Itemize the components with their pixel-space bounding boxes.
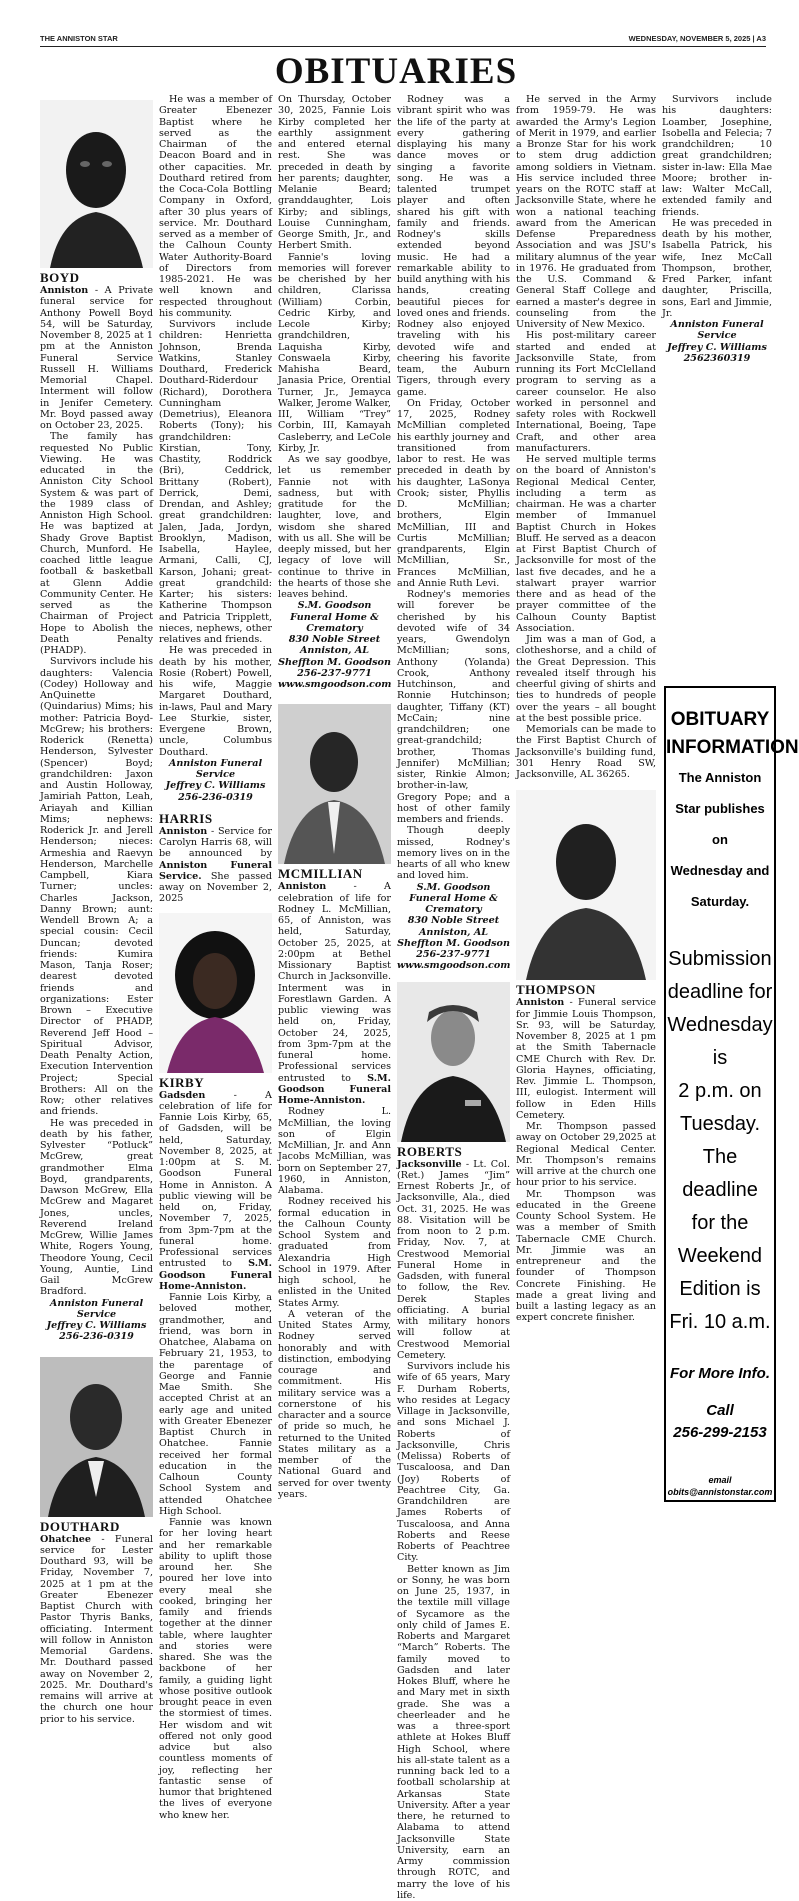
douthard-funeral-home: Anniston Funeral Service [159, 758, 272, 781]
mcmillian-paragraph: Rodney was a vibrant spirit who was the life of the party at every gathering displaying his many dance moves or singing a favorite song. He was a talented trumpet player and often shared his gift with family and friends. Rodney's skills extended beyond music. He had a remarkable ability to build anything with his hands, creating beautiful pieces for loved ones and friends. Rodney also enjoyed traveling with his devoted wife and cheering his favorite team, the Auburn Tigers, through every game. [397, 94, 510, 398]
douthard-paragraph: He was a member of Greater Ebenezer Baptist where he served as the Chairman of the Deacon Board and in other capacities. Mr. Douthard retired from the Coca-Cola Bottling Company in Oxford, after 30 plus years of service. Mr. Douthard served as a member of the Calhoun County Water Authority-Board of Directors from 1985-2021. He was well known and respected throughout his community. [159, 94, 272, 319]
kirby-photo [159, 913, 272, 1073]
mcmillian-director: Sheffton M. Goodson [397, 938, 510, 949]
mcmillian-paragraph: Though deeply missed, Rodney's memory lives on in the hearts of all who knew and loved him. [397, 825, 510, 881]
column-1 [40, 94, 153, 1534]
thompson-paragraph: Mr. Thompson passed away on October 29,2025 at Regional Medical Center. Mr. Thompson's remains will arrive at the church one hour prior to his service. [516, 1121, 656, 1189]
mcmillian-paragraph: A veteran of the United States Army, Rodney served honorably and with distinction, embodying courage and commitment. His military service was a cornerstone of his character and a source of pride so much, he returned to the United States military as a member of the National Guard and served for over twenty years. [278, 1309, 391, 1500]
page-header [40, 34, 766, 46]
roberts-paragraph: Jacksonville - Lt. Col. (Ret.) James “Jim” Ernest Roberts Jr., of Jacksonville, Ala., died Oct. 31, 2025. He was 88. Visitation will be from noon to 2 p.m. Friday, Nov. 7, at Crestwood Memorial Funeral Home in Gadsden, with funeral to follow, the Rev. Derek Staples officiating. A burial with military honors will follow at Crestwood Memorial Cemetery. [397, 1159, 510, 1362]
roberts-photo [397, 982, 510, 1142]
info-heading: OBITUARY INFORMATION [666, 706, 774, 762]
kirby-phone: 256-237-9771 [278, 668, 391, 679]
boyd-paragraph: The family has requested No Public Viewing. He was educated in the Anniston City School System & was part of the 1989 class of Anniston High School. He was baptized at Shady Grove Baptist Church, Munford. He coached little league football & basketball at Glenn Addie Community Center. He served as the Chairman of Project Hope to Abolish the Death Penalty (PHADP). [40, 431, 153, 656]
boyd-paragraph: He was preceded in death by his father, Sylvester “Potluck” McGrew, great grandmother Elma Boyd, grandparents, Dawson McGrew, Ella McGrew and Magaret Jones, uncles, Reverend Ireland McGrew, Willie James White, Rogers Young, Theodore Young, Cecil Young, Auntie, Lind Gail McGrew Bradford. [40, 1118, 153, 1298]
thompson-name: THOMPSON [516, 982, 656, 997]
boyd-director: Jeffrey C. Williams [40, 1320, 153, 1331]
mcmillian-phone: 256-237-9771 [397, 949, 510, 960]
boyd-paragraph: Anniston - A Private funeral service for Anthony Powell Boyd 54, will be Saturday, November 8, 2025 at 1 pm at the Anniston Funeral Service Russell H. Williams Memorial Chapel. Interment will follow in Jenifer Cemetery. Mr. Boyd passed away on October 23, 2025. [40, 285, 153, 431]
thompson-phone: 2562360319 [662, 353, 772, 364]
info-email: email obits@annistonstar.com [666, 1474, 774, 1498]
kirby-paragraph: As we say goodbye, let us remember Fannie not with sadness, but with gratitude for the laughter, love, and wisdom she shared with us all. She will be deeply missed, but her legacy of love will continue to thrive in the hearts of those she leaves behind. [278, 454, 391, 600]
douthard-photo [40, 1357, 153, 1517]
boyd-phone: 256-236-0319 [40, 1331, 153, 1342]
boyd-funeral-home: Anniston Funeral Service [40, 1298, 153, 1321]
kirby-paragraph: Gadsden - A celebration of life for Fannie Lois Kirby, 65, of Gadsden, will be held, Saturday, November 8, 2025, at 1:00pm at S. M. Goodson Funeral Home in Anniston. A public viewing will be held on, Friday, November 7, 2025, from 3pm-7pm at the funeral home. Professional services entrusted to S.M. Goodson Funeral Home-Anniston. [159, 1090, 272, 1293]
column-3 [278, 94, 391, 1534]
mcmillian-website: www.smgoodson.com [397, 960, 510, 971]
info-deadline: Submission deadline for Wednesday is 2 p.m. on Tuesday. The deadline for the Weekend Edition is Fri. 10 a.m. [666, 943, 774, 1339]
douthard-paragraph: He was preceded in death by his mother, Rosie (Robert) Powell, his wife, Maggie Margaret Douthard, in-laws, Paul and Mary Lee Sturkie, sister, Evergene Brown, uncle, Columbus Douthard. [159, 645, 272, 758]
mcmillian-paragraph: Rodney received his formal education in the Calhoun County School System and graduated from Alexandria High School in 1979. After high school, he enlisted in the United States Army. [278, 1196, 391, 1309]
douthard-paragraph: Ohatchee - Funeral service for Lester Douthard 93, will be Friday, November 7, 2025 at 1 pm at the Greater Ebenezer Baptist Church with Pastor Thyris Banks, officiating. Interment will follow in Anniston Memorial Gardens. Mr. Douthard passed away on November 2, 2025. Mr. Douthard's remains will arrive at the church one hour prior to his service. [40, 1534, 153, 1725]
kirby-paragraph: Fannie Lois Kirby, a beloved mother, grandmother, and friend, was born in Ohatchee, Alabama on February 21, 1953, to the parentage of George and Fannie Mae Smith. She accepted Christ at an early age and united with Greater Ebenezer Baptist Church in Ohatchee. Fannie received her formal education in the Calhoun County School System and attended Ohatchee High School. [159, 1292, 272, 1517]
roberts-paragraph: His post-military career started and ended at Jacksonville State, from running its Fort McClelland program to serving as a career counselor. He also worked in personnel and safety roles with Rockwell International, Boeing, Tape Craft, and other area manufacturers. [516, 330, 656, 454]
roberts-paragraph: Jim was a man of God, a clotheshorse, and a child of the Great Depression. This revealed itself through his cheerful giving of shirts and ties to hundreds of people over the years – all bought at the best possible price. [516, 634, 656, 724]
info-publish-days: The Anniston Star publishes on Wednesday and Saturday. [666, 762, 774, 917]
section-title: OBITUARIES [0, 50, 792, 93]
mcmillian-paragraph: On Friday, October 17, 2025, Rodney McMillian completed his earthly journey and transitioned from labor to rest. He was preceded in death by his daughter, LaSonya Crook; sister, Phyllis D. McMillian; brothers, Elgin McMillian, III and Curtis McMillian; grandparents, Elgin McMillian, Sr., Frances McMillian, and Annie Ruth Levi. [397, 398, 510, 589]
mcmillian-paragraph: Rodney L. McMillian, the loving son of Elgin McMillian, Jr. and Ann Jacobs McMillian, was born on September 27, 1960, in Anniston, Alabama. [278, 1106, 391, 1196]
mcmillian-funeral-home: S.M. Goodson Funeral Home & Crematory [397, 882, 510, 916]
mcmillian-name: MCMILLIAN [278, 866, 391, 881]
harris-paragraph: Anniston - Service for Carolyn Harris 68, will be announced by Anniston Funeral Service. She passed away on November 2, 2025 [159, 826, 272, 905]
roberts-name: ROBERTS [397, 1144, 510, 1159]
thompson-paragraph: Mr. Thompson was educated in the Greene County School System. He was a member of Smith Tabernacle CME Church. Mr. Jimmie was an entrepreneur and the founder of Thompson Concrete Finishing. He made a great living and built a lasting legacy as an expert concrete finisher. [516, 1189, 656, 1324]
boyd-photo [40, 100, 153, 268]
kirby-city: Anniston, AL [278, 645, 391, 656]
douthard-director: Jeffrey C. Williams [159, 780, 272, 791]
kirby-paragraph: Fannie's loving memories will forever be cherished by her children, Clarissa (William) Corbin, Cedric Kirby, and Lecole Kirby; grandchildren, Laquisha Kirby, Conswaela Kirby, Mahisha Beard, Janasia Price, Orential Turner, Jr., Jemayca Walker, Jerome Walker, III, William “Trey” Corbin, III, Kamayah Casleberry, and LeCole Kirby, Jr. [278, 252, 391, 455]
thompson-funeral-home: Anniston Funeral Service [662, 319, 772, 342]
douthard-name: DOUTHARD [40, 1519, 153, 1534]
info-email-address[interactable]: obits@annistonstar.com [668, 1487, 773, 1497]
mcmillian-photo [278, 704, 391, 864]
obituary-info-box [664, 686, 776, 1502]
date-page: WEDNESDAY, NOVEMBER 5, 2025 | A3 [629, 34, 766, 43]
kirby-funeral-home: S.M. Goodson Funeral Home & Crematory [278, 600, 391, 634]
column-2 [159, 94, 272, 1534]
kirby-name: KIRBY [159, 1075, 272, 1090]
roberts-paragraph: Better known as Jim or Sonny, he was born on June 25, 1937, in the textile mill village of Sycamore as the only child of James E. Roberts and Margaret “March” Roberts. The family moved to Gadsden and later Hokes Bluff, where he and Mary met in sixth grade. She was a cheerleader and he was a three-sport athlete at Hokes Bluff High School, where his all-state talent as a running back led to a football scholarship at Arkansas State University. After a year there, he returned to Alabama to attend Jacksonville State University, earn an Army commission through ROTC, and marry the love of his life. [397, 1564, 510, 1901]
kirby-director: Sheffton M. Goodson [278, 657, 391, 668]
kirby-address: 830 Noble Street [278, 634, 391, 645]
douthard-phone: 256-236-0319 [159, 792, 272, 803]
boyd-name: BOYD [40, 270, 153, 285]
kirby-paragraph: On Thursday, October 30, 2025, Fannie Lois Kirby completed her earthly assignment and entered eternal rest. She was preceded in death by her parents; daughter, Melanie Beard; granddaughter, Lois Kirby; and siblings, Louise Cunningham, George Smith, Jr., and Herbert Smith. [278, 94, 391, 252]
boyd-paragraph: Survivors include his daughters: Valencia (Codey) Holloway and AnQuinette (Quindarius) Mims; his mother: Patricia Boyd-McGrew; his brothers: Roderick (Renetta) Henderson, Sylvester (Spencer) Boyd; grandchildren: Jaxon and Austin Holloway, Jamiriah Patton, Leah, Ariayah and Killian Mims; nephews: Roderick Jr. and Jerell Henderson; nieces: Armeshia and Raevyn Henderson, Marchelle Campbell, Kiara Turner; uncles: Charles Jackson, Danny Brown; aunt: Wendell Brown A; a special cousin: Cecil Duncan; devoted friends: Kumira Mason, Tanja Roser; dearest devoted friends and organizations: Ester Brown – Executive Director of PHADP, Reverend Jeff Hood – Spiritual Advisor, Death Penalty Action, Execution Intervention Project; Special Brothers: All on the Row; other relatives and friends. [40, 656, 153, 1117]
roberts-paragraph: Survivors include his wife of 65 years, Mary F. Durham Roberts, who resides at Legacy Village in Jacksonville, and sons Michael J. Roberts of Jacksonville, Chris (Melissa) Roberts of Tuscaloosa, and Dan (Joy) Roberts of Peachtree City, Ga. Grandchildren are James Roberts of Tuscaloosa, and Anna Roberts and Reese Roberts of Peachtree City. [397, 1361, 510, 1564]
column-4 [397, 94, 510, 1534]
thompson-paragraph: Survivors include his daughters: Loamber, Josephine, Isobella and Felecia; 7 grandchildren; 10 great grandchildren; sister in-law: Ella Mae Moore; brother in-law: Walter McCall, extended family and friends. [662, 94, 772, 218]
thompson-paragraph: Anniston - Funeral service for Jimmie Louis Thompson, Sr. 93, will be Saturday, November 8, 2025 at 1 pm at the Smith Tabernacle CME Church with Rev. Dr. Gloria Haynes, officiating, Rev. Jimmie L. Thompson, III, eulogist. Interment will follow in Eden Hills Cemetery. [516, 997, 656, 1121]
thompson-paragraph: He was preceded in death by his mother, Isabella Patrick, his wife, Inez McCall Thompson, brother, Fred Parker, infant daughter, Priscilla, sons, Earl and Jimmie, Jr. [662, 218, 772, 319]
info-more: For More Info. [666, 1365, 774, 1382]
header-rule [40, 46, 766, 47]
thompson-director: Jeffrey C. Williams [662, 342, 772, 353]
column-6 [662, 94, 772, 674]
douthard-paragraph: Survivors include children: Henrietta Johnson, Brenda Watkins, Stanley Douthard, Frederick Douthard-Riderdour (Richard), Dorothera Cunningham (Demetrius), Eleanora Roberts (Tony); his grandchildren: Kirstian, Tony, Chastity, Roddrick (Bri), Ceddrick, Brittany (Robert), Derrick, Demi, Drendan, and Ashley; great grandchildren: Jalen, Jada, Jordyn, Brooklyn, Madison, Isabella, Haylee, Armani, Calli, CJ, Karson, Johani; great-great grandchild: Karter; his sisters: Katherine Thompson and Patricia Tripplett, nieces, nephews, other relatives and friends. [159, 319, 272, 645]
paper-name: THE ANNISTON STAR [40, 34, 118, 43]
info-phone[interactable]: 256-299-2153 [673, 1424, 766, 1441]
harris-name: HARRIS [159, 811, 272, 826]
column-5 [516, 94, 656, 1534]
roberts-paragraph: He served in the Army from 1959-79. He was awarded the Army's Legion of Merit in 1979, and earlier a Bronze Star for his work to stem drug addiction among soldiers in Vietnam. His service included three years on the ROTC staff at Jacksonville State, where he won a national teaching award from the American Defense Preparedness Association and was JSU's military alumnus of the year in 1976. He graduated from the U.S. Command & General Staff College and earned a master's degree in counseling from the University of New Mexico. [516, 94, 656, 330]
mcmillian-city: Anniston, AL [397, 927, 510, 938]
info-call: Call 256-299-2153 [666, 1400, 774, 1444]
mcmillian-paragraph: Rodney's memories will forever be cherished by his devoted wife of 34 years, Gwendolyn McMillian; sons, Anthony (Yolanda) Crook, Anthony Hutchinson, and Ronnie Hutchinson; daughter, Tiffany (KT) McCain; nine grandchildren; one great-grandchild; brother, Thomas Jennifer) McMillian; sister, Rinkie Almon; brother-in-law, Gregory Pope; and a host of other family members and friends. [397, 589, 510, 825]
thompson-photo [516, 790, 656, 980]
kirby-website: www.smgoodson.com [278, 679, 391, 690]
roberts-paragraph: He served multiple terms on the board of Anniston's Regional Medical Center, including a term as chairman. He was a charter member of Immanuel Baptist Church in Hokes Bluff. He served as a deacon at First Baptist Church of Jacksonville for most of the last five decades, and he a stalwart prayer warrior there and as head of the prayer committee of the Calhoun County Baptist Association. [516, 454, 656, 634]
kirby-paragraph: Fannie was known for her loving heart and her remarkable ability to uplift those around her. She poured her love into every meal she cooked, bringing her family and friends together at the dinner table, where laughter and stories were shared. She was the backbone of her family, a guiding light whose positive outlook brought peace in even the stormiest of times. Her wisdom and wit offered not only good advice but also countless moments of joy, reflecting her fantastic sense of humor that brightened the lives of everyone who knew her. [159, 1517, 272, 1821]
roberts-paragraph: Memorials can be made to the First Baptist Church of Jacksonville's building fund, 301 Henry Road SW, Jacksonville, AL 36265. [516, 724, 656, 780]
mcmillian-address: 830 Noble Street [397, 915, 510, 926]
mcmillian-paragraph: Anniston - A celebration of life for Rodney L. McMillian, 65, of Anniston, was held, Saturday, October 25, 2025, at 2:00pm at Bethel Missionary Baptist Church in Jacksonville. Interment was in Forestlawn Garden. A public viewing was held on, Friday, October 24, 2025, from 3pm-7pm at the funeral home. Professional services entrusted to S.M. Goodson Funeral Home-Anniston. [278, 881, 391, 1106]
